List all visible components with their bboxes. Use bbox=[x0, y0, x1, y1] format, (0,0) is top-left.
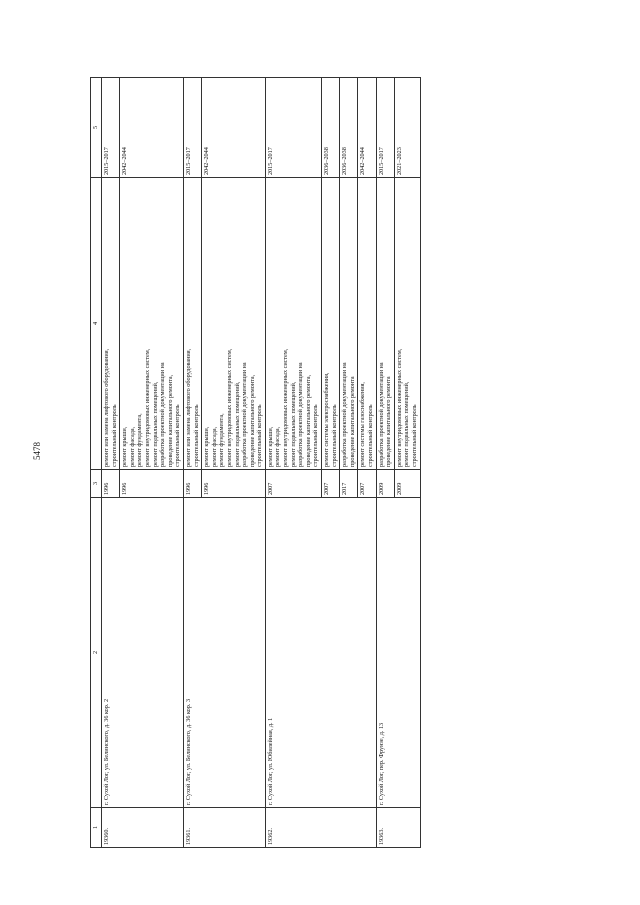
work-item: проведение капитального ремонта, bbox=[166, 374, 174, 467]
work-item: проведение капитального ремонта, bbox=[248, 374, 256, 467]
column-header: 2 bbox=[91, 498, 102, 808]
rotated-table-container bbox=[90, 78, 600, 848]
work-item: строительный контроль bbox=[192, 404, 200, 467]
column-header: 3 bbox=[91, 470, 102, 498]
work-item: ремонт фасада, bbox=[210, 426, 218, 467]
period-cell: 2042–2044 bbox=[202, 78, 266, 178]
work-list-cell bbox=[358, 178, 376, 470]
table-row bbox=[376, 78, 394, 848]
period-cell: 2015–2017 bbox=[183, 78, 201, 178]
work-list-cell bbox=[102, 178, 120, 470]
work-list-cell bbox=[322, 178, 340, 470]
work-item: ремонт крыши, bbox=[121, 426, 129, 467]
header-row bbox=[91, 78, 102, 848]
work-item: ремонт системы газоснабжения, bbox=[359, 382, 367, 467]
work-item: ремонт фасада, bbox=[274, 426, 282, 467]
work-item: разработка проектной документации на bbox=[159, 362, 167, 467]
work-item: строительный контроль bbox=[174, 404, 182, 467]
column-header: 4 bbox=[91, 178, 102, 470]
year-cell: 2009 bbox=[376, 470, 394, 498]
work-item: ремонт подвальных помещений, bbox=[151, 381, 159, 467]
work-list-cell bbox=[120, 178, 184, 470]
year-cell: 2007 bbox=[358, 470, 376, 498]
period-cell: 2015–2017 bbox=[376, 78, 394, 178]
work-item: строительный контроль bbox=[256, 404, 264, 467]
period-cell: 2015–2017 bbox=[102, 78, 120, 178]
work-item: разработка проектной документации на bbox=[341, 362, 349, 467]
work-list-cell bbox=[183, 178, 201, 470]
year-cell: 1996 bbox=[202, 470, 266, 498]
work-item: проведение капитального ремонта bbox=[385, 376, 393, 467]
work-list-cell bbox=[265, 178, 321, 470]
period-cell: 2036–2038 bbox=[322, 78, 340, 178]
work-item: строительный контроль bbox=[330, 404, 338, 467]
work-item: ремонт или замена лифтового оборудования, bbox=[103, 348, 110, 467]
row-number: 19362. bbox=[265, 808, 376, 848]
year-cell: 2009 bbox=[394, 470, 420, 498]
period-cell: 2021–2023 bbox=[394, 78, 420, 178]
table-row bbox=[183, 78, 201, 848]
table-row bbox=[265, 78, 321, 848]
year-cell: 1996 bbox=[120, 470, 184, 498]
period-cell: 2042–2044 bbox=[120, 78, 184, 178]
work-item: разработка проектной документации на bbox=[297, 362, 305, 467]
year-cell: 1996 bbox=[183, 470, 201, 498]
address-cell: г. Сухой Лог, пер. Фрунзе, д. 13 bbox=[376, 498, 420, 808]
work-item: строительный контроль bbox=[312, 404, 320, 467]
work-item: строительный контроль bbox=[110, 404, 118, 467]
address-cell: г. Сухой Лог, ул. Юбилейная, д. 1 bbox=[265, 498, 376, 808]
work-item: ремонт внутридомовых инженерных систем, bbox=[143, 348, 151, 467]
work-item: проведение капитального ремонта bbox=[348, 376, 356, 467]
column-header: 5 bbox=[91, 78, 102, 178]
period-cell: 2015–2017 bbox=[265, 78, 321, 178]
work-item: ремонт подвальных помещений, bbox=[403, 381, 411, 467]
work-item: ремонт внутридомовых инженерных систем, bbox=[225, 348, 233, 467]
year-cell: 2007 bbox=[265, 470, 321, 498]
work-item: ремонт фундамента, bbox=[136, 413, 144, 467]
work-item: ремонт внутридомовых инженерных систем, bbox=[395, 348, 403, 467]
address-cell: г. Сухой Лог, ул. Белинского, д. 36 кор. 3 bbox=[183, 498, 265, 808]
work-list-cell bbox=[340, 178, 358, 470]
year-cell: 1996 bbox=[102, 470, 120, 498]
row-number: 19360. bbox=[102, 808, 184, 848]
row-number: 19363. bbox=[376, 808, 420, 848]
work-item: ремонт подвальных помещений, bbox=[233, 381, 241, 467]
work-item: ремонт фасада, bbox=[128, 426, 136, 467]
year-cell: 2007 bbox=[322, 470, 340, 498]
work-item: ремонт или замена лифтового оборудования, bbox=[184, 348, 192, 467]
work-list-cell bbox=[202, 178, 266, 470]
repair-schedule-table bbox=[90, 77, 421, 848]
work-item: ремонт крыши, bbox=[266, 426, 274, 467]
table-row bbox=[102, 78, 120, 848]
work-item: строительный контроль bbox=[367, 404, 374, 467]
work-item: разработка проектной документации на bbox=[241, 362, 249, 467]
row-number: 19361. bbox=[183, 808, 265, 848]
work-item: проведение капитального ремонта, bbox=[304, 374, 312, 467]
page-number: 5478 bbox=[32, 442, 42, 460]
work-item: ремонт подвальных помещений, bbox=[289, 381, 297, 467]
work-list-cell bbox=[376, 178, 394, 470]
work-item: ремонт внутридомовых инженерных систем, bbox=[282, 348, 290, 467]
work-item: ремонт системы электроснабжения, bbox=[323, 372, 331, 467]
work-item: ремонт фундамента, bbox=[218, 413, 226, 467]
work-item: разработка проектной документации на bbox=[377, 362, 385, 467]
period-cell: 2036–2038 bbox=[340, 78, 358, 178]
work-item: строительный контроль bbox=[410, 404, 418, 467]
column-header: 1 bbox=[91, 808, 102, 848]
address-cell: г. Сухой Лог, ул. Белинского, д. 36 кор. 2 bbox=[102, 498, 184, 808]
work-list-cell bbox=[394, 178, 420, 470]
period-cell: 2042–2044 bbox=[358, 78, 376, 178]
year-cell: 2017 bbox=[340, 470, 358, 498]
work-item: ремонт крыши, bbox=[203, 426, 211, 467]
